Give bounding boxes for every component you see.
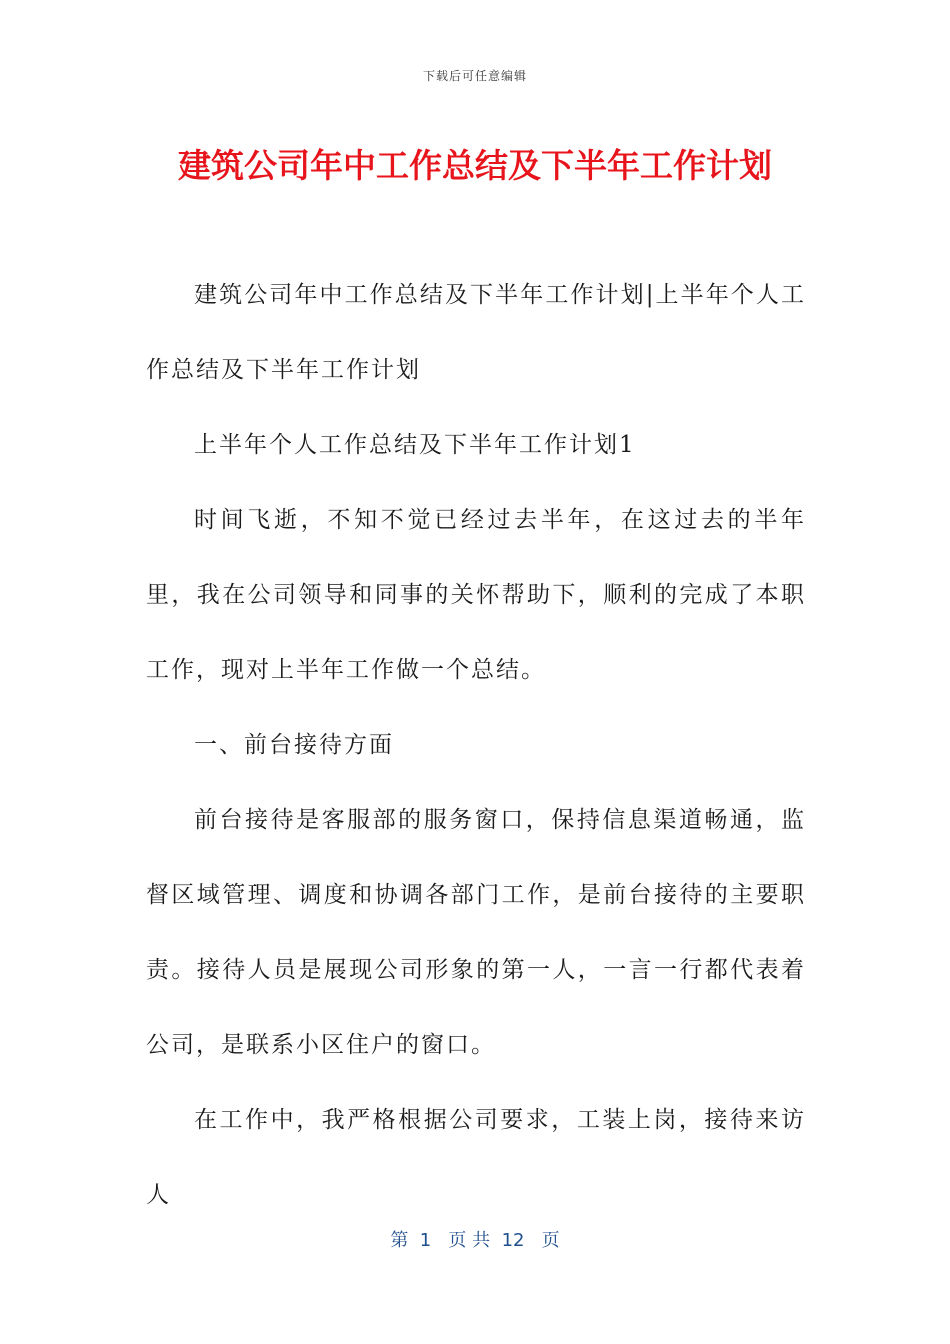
document-title: 建筑公司年中工作总结及下半年工作计划 <box>178 146 772 185</box>
page-number-footer: 第 1 页 共 12 页 <box>390 1230 560 1251</box>
paragraph: 建筑公司年中工作总结及下半年工作计划|上半年个人工作总结及下半年工作计划 <box>146 282 806 383</box>
section-heading: 一、前台接待方面 <box>194 732 394 758</box>
paragraph: 前台接待是客服部的服务窗口，保持信息渠道畅通，监督区域管理、调度和协调各部门工作，是前台接待的主要职责。接待人员是展现公司形象的第一人，一言一行都代表着公司，是联系小区住户的窗口。 <box>146 807 806 1058</box>
document-body <box>146 258 806 1233</box>
paragraph: 上半年个人工作总结及下半年工作计划1 <box>194 432 636 458</box>
paragraph: 时间飞逝，不知不觉已经过去半年，在这过去的半年里，我在公司领导和同事的关怀帮助下，顺利的完成了本职工作，现对上半年工作做一个总结。 <box>146 507 806 683</box>
paragraph: 在工作中，我严格根据公司要求，工装上岗，接待来访人 <box>146 1107 806 1208</box>
header-note: 下载后可任意编辑 <box>422 69 527 83</box>
